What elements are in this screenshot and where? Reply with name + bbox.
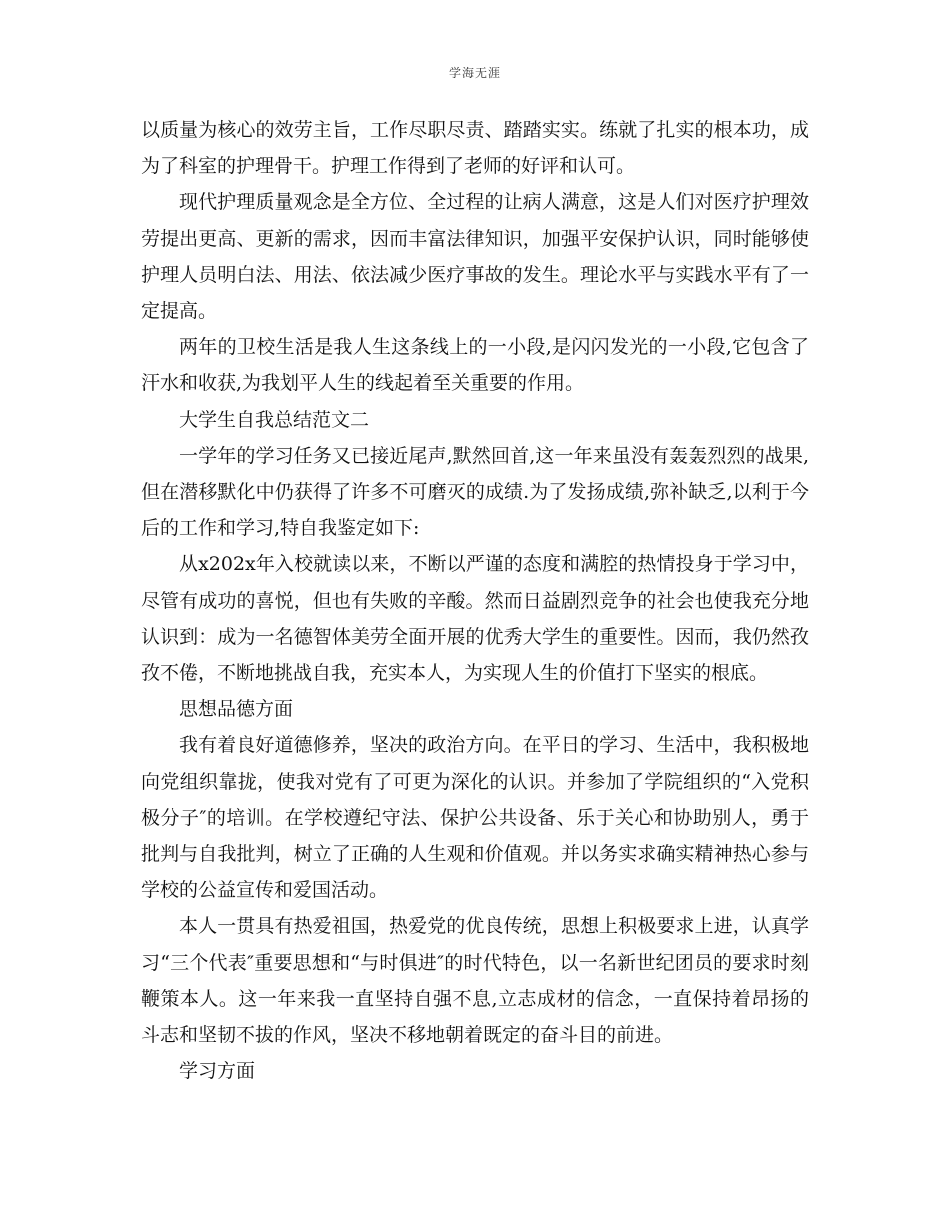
section-heading: 思想品德方面 xyxy=(179,698,294,721)
paragraph: 两年的卫校生活是我人生这条线上的一小段,是闪闪发光的一小段,它包含了汗水和收获,为我划平人生的线起着至关重要的作用。 xyxy=(141,336,809,395)
paragraph: 现代护理质量观念是全方位、全过程的让病人满意，这是人们对医疗护理效劳提出更高、更新的需求，因而丰富法律知识，加强平安保护认识，同时能够使护理人员明白法、用法、依法减少医疗事故的发生。理论水平与实践水平有了一定提高。 xyxy=(141,191,809,323)
paragraph: 本人一贯具有热爱祖国，热爱党的优良传统，思想上积极要求上进，认真学习“三个代表″重要思想和“与时俱进″的时代特色，以一名新世纪团员的要求时刻鞭策本人。这一年来我一直坚持自强不息,立志成材的信念，一直保持着昂扬的斗志和坚韧不拔的作风，坚决不移地朝着既定的奋斗目的前进。 xyxy=(141,915,809,1047)
page-header: 学海无涯 xyxy=(448,66,501,80)
paragraph: 我有着良好道德修养，坚决的政治方向。在平日的学习、生活中，我积极地向党组织靠拢，使我对党有了可更为深化的认识。并参加了学院组织的“入党积极分子″的培训。在学校遵纪守法、保护公共设备、乐于关心和协助别人，勇于批判与自我批判，树立了正确的人生观和价值观。并以务实求确实精神热心参与学校的公益宣传和爱国活动。 xyxy=(141,734,809,902)
paragraph: 一学年的学习任务又已接近尾声,默然回首,这一年来虽没有轰轰烈烈的战果,但在潜移默化中仍获得了许多不可磨灭的成绩.为了发扬成绩,弥补缺乏,以利于今后的工作和学习,特自我鉴定如下: xyxy=(141,444,809,540)
section-heading: 大学生自我总结范文二 xyxy=(179,408,370,431)
section-heading: 学习方面 xyxy=(179,1060,256,1083)
document-body xyxy=(141,112,809,1089)
paragraph: 从x202x年入校就读以来，不断以严谨的态度和满腔的热情投身于学习中，尽管有成功的喜悦，但也有失败的辛酸。然而日益剧烈竞争的社会也使我充分地认识到：成为一名德智体美劳全面开展的优秀大学生的重要性。因而，我仍然孜孜不倦，不断地挑战自我，充实本人，为实现人生的价值打下坚实的根底。 xyxy=(141,553,809,685)
paragraph: 以质量为核心的效劳主旨，工作尽职尽责、踏踏实实。练就了扎实的根本功，成为了科室的护理骨干。护理工作得到了老师的好评和认可。 xyxy=(141,119,809,178)
